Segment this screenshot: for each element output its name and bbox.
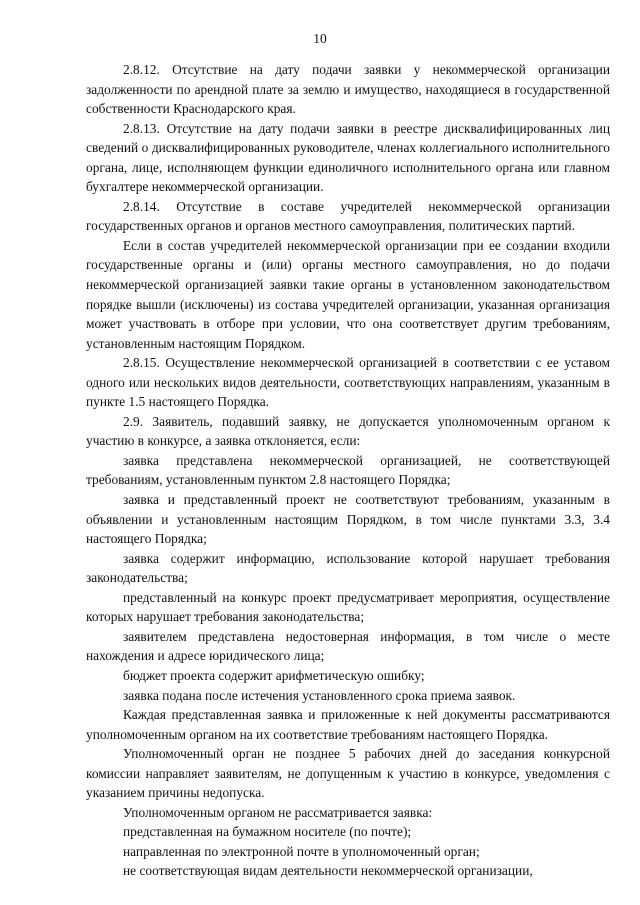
not-considered-item: направленная по электронной почте в уполномоченный орган; [123, 843, 480, 859]
rejection-item: заявка подана после истечения установленного срока приема заявок. [123, 687, 516, 703]
rejection-item: заявка и представленный проект не соответствуют требованиям, указанным в объявлении и установленным настоящим Порядком, в том числе пунктами 3.3, 3.4 настоящего Порядка; [86, 492, 610, 547]
document-body [86, 60, 610, 881]
rejection-item: заявка содержит информацию, использование которой нарушает требования законодательства; [86, 550, 610, 586]
paragraph-2-9: 2.9. Заявитель, подавший заявку, не допускается уполномоченным органом к участию в конкурсе, а заявка отклоняется, если: [86, 413, 610, 449]
rejection-item: заявка представлена некоммерческой организацией, не соответствующей требованиям, установленным пунктом 2.8 настоящего Порядка; [86, 452, 610, 488]
paragraph-review: Каждая представленная заявка и приложенные к ней документы рассматриваются уполномоченным органом на их соответствие требованиям настоящего Порядка. [86, 707, 610, 742]
page-number: 10 [313, 31, 327, 46]
rejection-item: бюджет проекта содержит арифметическую ошибку; [123, 667, 425, 683]
rejection-item: заявителем представлена недостоверная информация, в том числе о месте нахождения и адресе юридического лица; [86, 628, 610, 664]
not-considered-item: не соответствующая видам деятельности некоммерческой организации, [123, 863, 533, 879]
paragraph-2-8-13: 2.8.13. Отсутствие на дату подачи заявки в реестре дисквалифицированных лиц сведений о дисквалифицированных руководителе, членах коллегиального исполнительного органа, лице, исполняющем функции единоличного исполнительного органа или главном бухгалтере некоммерческой организации. [86, 120, 610, 195]
paragraph-2-8-14: 2.8.14. Отсутствие в составе учредителей некоммерческой организации государственных органов и органов местного самоуправления, политических партий. [86, 198, 610, 234]
paragraph-not-considered: Уполномоченным органом не рассматривается заявка: [123, 804, 433, 820]
paragraph-2-8-12: 2.8.12. Отсутствие на дату подачи заявки у некоммерческой организации задолженности по арендной плате за землю и имущество, находящиеся в государственной собственности Краснодарского края. [86, 62, 610, 117]
paragraph-2-8-15: 2.8.15. Осуществление некоммерческой организацией в соответствии с ее уставом одного или нескольких видов деятельности, соответствующих направлениям, указанным в пункте 1.5 настоящего Порядка. [86, 355, 610, 410]
paragraph-notification: Уполномоченный орган не позднее 5 рабочих дней до заседания конкурсной комиссии направляет заявителям, не допущенным к участию в конкурсе, уведомления с указанием причины недопуска. [86, 746, 610, 801]
rejection-item: представленный на конкурс проект предусматривает мероприятия, осуществление которых нарушает требования законодательства; [86, 589, 610, 625]
paragraph-founders-exception: Если в состав учредителей некоммерческой организации при ее создании входили государственные органы и (или) органы местного самоуправления, но до подачи некоммерческой организацией заявки такие органы в установленном законодательством порядке вышли (исключены) из состава учредителей организации, указанная организация может участвовать в отборе при условии, что она соответствует другим требованиям, установленным настоящим Порядком. [86, 237, 610, 351]
not-considered-item: представленная на бумажном носителе (по почте); [123, 824, 412, 840]
